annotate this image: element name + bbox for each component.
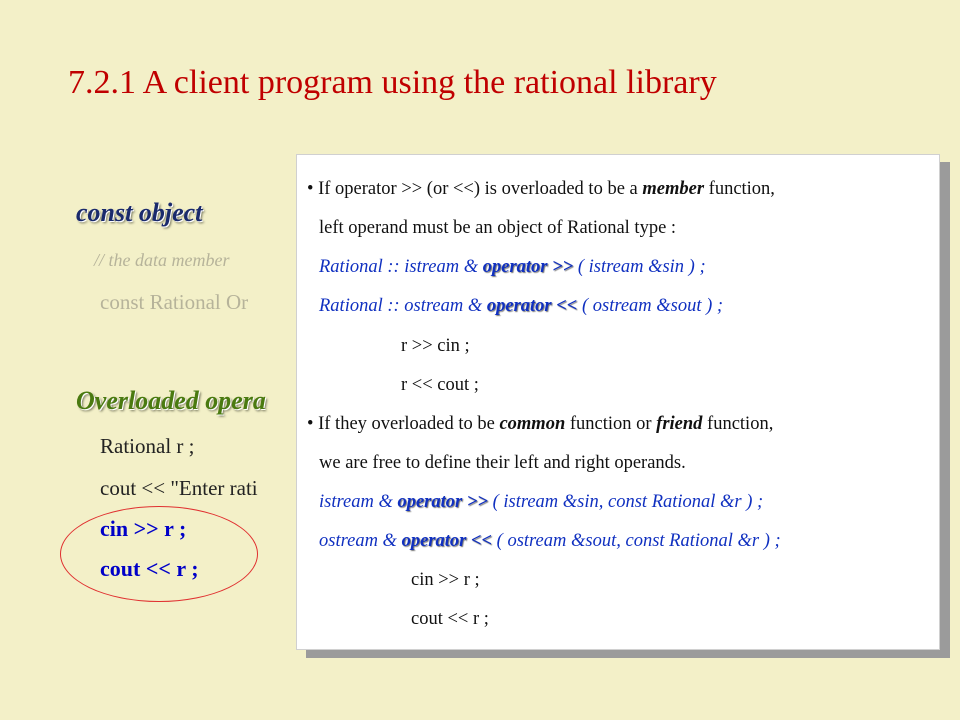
popup-line-7 <box>307 414 773 435</box>
popup-line-12: cout << r ; <box>411 609 489 629</box>
code-text: ostream & <box>319 531 402 551</box>
operator-keyword: operator >> <box>482 257 574 277</box>
popup-line-8: we are free to define their left and right operands. <box>319 453 686 473</box>
popup-line-3 <box>319 257 706 278</box>
popup-line-10 <box>319 531 781 552</box>
cin-line: cin >> r ; <box>100 516 187 541</box>
operator-keyword: operator << <box>401 531 493 551</box>
popup-line-11: cin >> r ; <box>411 570 480 590</box>
popup-callout <box>296 154 940 650</box>
code-text: Rational :: istream & <box>319 257 483 277</box>
overloaded-operator-heading: Overloaded opera <box>76 386 266 415</box>
code-text: ( istream &sin ) ; <box>573 257 706 277</box>
popup-line-9 <box>319 492 763 513</box>
cout-line: cout << r ; <box>100 556 199 581</box>
popup-line-2: left operand must be an object of Rational type : <box>319 218 677 238</box>
code-text: istream & <box>319 492 398 512</box>
slide-title: 7.2.1 A client program using the rational library <box>68 64 717 101</box>
text: function, <box>704 179 775 199</box>
const-declaration: const Rational Or <box>100 290 249 314</box>
code-text: ( ostream &sout, const Rational &r ) ; <box>492 531 781 551</box>
operator-keyword: operator << <box>486 296 578 316</box>
emphasis-common: common <box>499 414 566 434</box>
text: If they overloaded to be <box>318 414 500 434</box>
text: function, <box>702 414 774 434</box>
popup-line-1 <box>307 179 775 200</box>
code-text: ( ostream &sout ) ; <box>577 296 724 316</box>
const-object-heading: const object <box>76 198 203 227</box>
operator-keyword: operator >> <box>397 492 488 512</box>
comment-line: // the data member <box>94 250 230 270</box>
bullet: • <box>307 414 314 434</box>
popup-line-4 <box>319 296 723 317</box>
popup-line-5: r >> cin ; <box>401 336 470 356</box>
emphasis-friend: friend <box>656 414 703 434</box>
code-text: ( istream &sin, const Rational &r ) ; <box>487 492 764 512</box>
text: If operator >> (or <<) is overloaded to be a <box>318 179 643 199</box>
emphasis-member: member <box>642 179 705 199</box>
code-text: Rational :: ostream & <box>319 296 487 316</box>
rational-declaration: Rational r ; <box>100 434 195 458</box>
cout-prompt-line: cout << "Enter rati <box>100 476 258 500</box>
bullet: • <box>307 179 314 199</box>
highlight-circle <box>60 506 258 602</box>
text: function or <box>565 414 657 434</box>
popup-line-6: r << cout ; <box>401 375 479 395</box>
